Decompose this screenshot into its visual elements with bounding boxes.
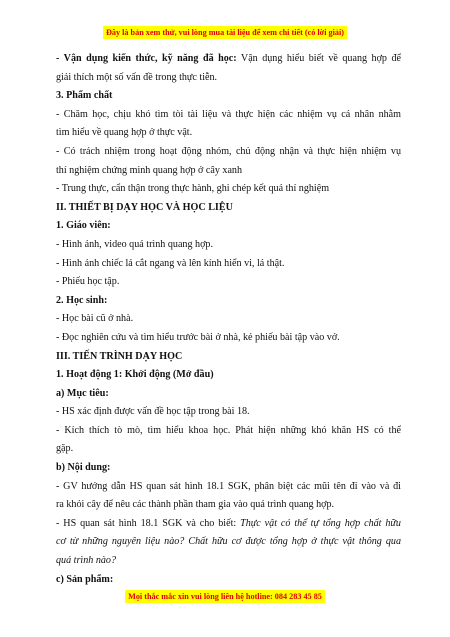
heading-thiet-bi: II. THIẾT BỊ DẠY HỌC VÀ HỌC LIỆU bbox=[56, 201, 233, 213]
paragraph-line: tìm hiểu về quang hợp ở thực vật. bbox=[56, 127, 193, 139]
paragraph-line: ra khỏi cây để nêu các thành phần tham gia vào quá trình quang hợp. bbox=[56, 499, 335, 511]
paragraph-line: thí nghiệm chứng minh quang hợp ở cây xanh bbox=[56, 164, 243, 176]
heading-san-pham: c) Sản phẩm: bbox=[56, 573, 114, 585]
heading-hoat-dong-1: 1. Hoạt động 1: Khởi động (Mở đầu) bbox=[56, 369, 214, 381]
paragraph-line bbox=[56, 515, 401, 534]
paragraph-line: - Chăm học, chịu khó tìm tòi tài liệu và thực hiện các nhiệm vụ cá nhân nhằm bbox=[56, 108, 401, 120]
paragraph-line: - GV hướng dẫn HS quan sát hình 18.1 SGK, phân biệt các mũi tên đi vào và đi bbox=[56, 480, 401, 492]
paragraph-line: - Có trách nhiệm trong hoạt động nhóm, chủ động nhận và thực hiện nhiệm vụ bbox=[56, 145, 401, 157]
document-body bbox=[56, 50, 401, 589]
paragraph-text: - HS quan sát hình 18.1 SGK và cho biết: bbox=[56, 517, 241, 529]
heading-pham-chat: 3. Phẩm chất bbox=[56, 90, 113, 102]
list-item: - Đọc nghiên cứu và tìm hiểu trước bài ở nhà, kẻ phiếu bài tập vào vở. bbox=[56, 331, 340, 343]
heading-hoc-sinh: 2. Học sinh: bbox=[56, 294, 108, 306]
paragraph-line: giải thích một số vấn đề trong thực tiễn. bbox=[56, 71, 218, 83]
paragraph-line: - Trung thực, cẩn thận trong thực hành, ghi chép kết quả thí nghiệm bbox=[56, 183, 330, 195]
preview-notice-banner: Đây là bản xem thử, vui lòng mua tài liệu để xem chi tiết (có lời giải) bbox=[103, 26, 347, 39]
hotline-banner: Mọi thắc mắc xin vui lòng liên hệ hotline: 084 283 45 85 bbox=[125, 590, 325, 603]
paragraph-van-dung bbox=[56, 50, 401, 69]
list-item: - Phiếu học tập. bbox=[56, 276, 120, 288]
question-line: cơ từ những nguyên liệu nào? Chất hữu cơ được tổng hợp ở thực vật thông qua bbox=[56, 536, 401, 548]
heading-giao-vien: 1. Giáo viên: bbox=[56, 220, 111, 232]
question-line: quá trình nào? bbox=[56, 555, 117, 567]
heading-tien-trinh: III. TIẾN TRÌNH DẠY HỌC bbox=[56, 350, 183, 362]
paragraph-line: gặp. bbox=[56, 443, 74, 455]
paragraph-text: Vận dụng hiểu biết về quang hợp để bbox=[236, 53, 401, 64]
heading-noi-dung: b) Nội dung: bbox=[56, 462, 111, 474]
bold-lead: - Vận dụng kiến thức, kỹ năng đã học: bbox=[56, 53, 237, 64]
paragraph-line: - Kích thích tò mò, tìm hiểu khoa học. Phát hiện những khó khăn HS có thể bbox=[56, 424, 401, 436]
list-item: - Hình ảnh, video quá trình quang hợp. bbox=[56, 238, 213, 250]
list-item: - Học bài cũ ở nhà. bbox=[56, 313, 134, 325]
list-item: - HS xác định được vấn đề học tập trong bài 18. bbox=[56, 406, 250, 418]
question-text: Thực vật có thể tự tổng hợp chất hữu bbox=[240, 517, 401, 529]
heading-muc-tieu: a) Mục tiêu: bbox=[56, 387, 109, 399]
list-item: - Hình ảnh chiếc lá cắt ngang và lên kính hiển vi, lá thật. bbox=[56, 257, 285, 269]
